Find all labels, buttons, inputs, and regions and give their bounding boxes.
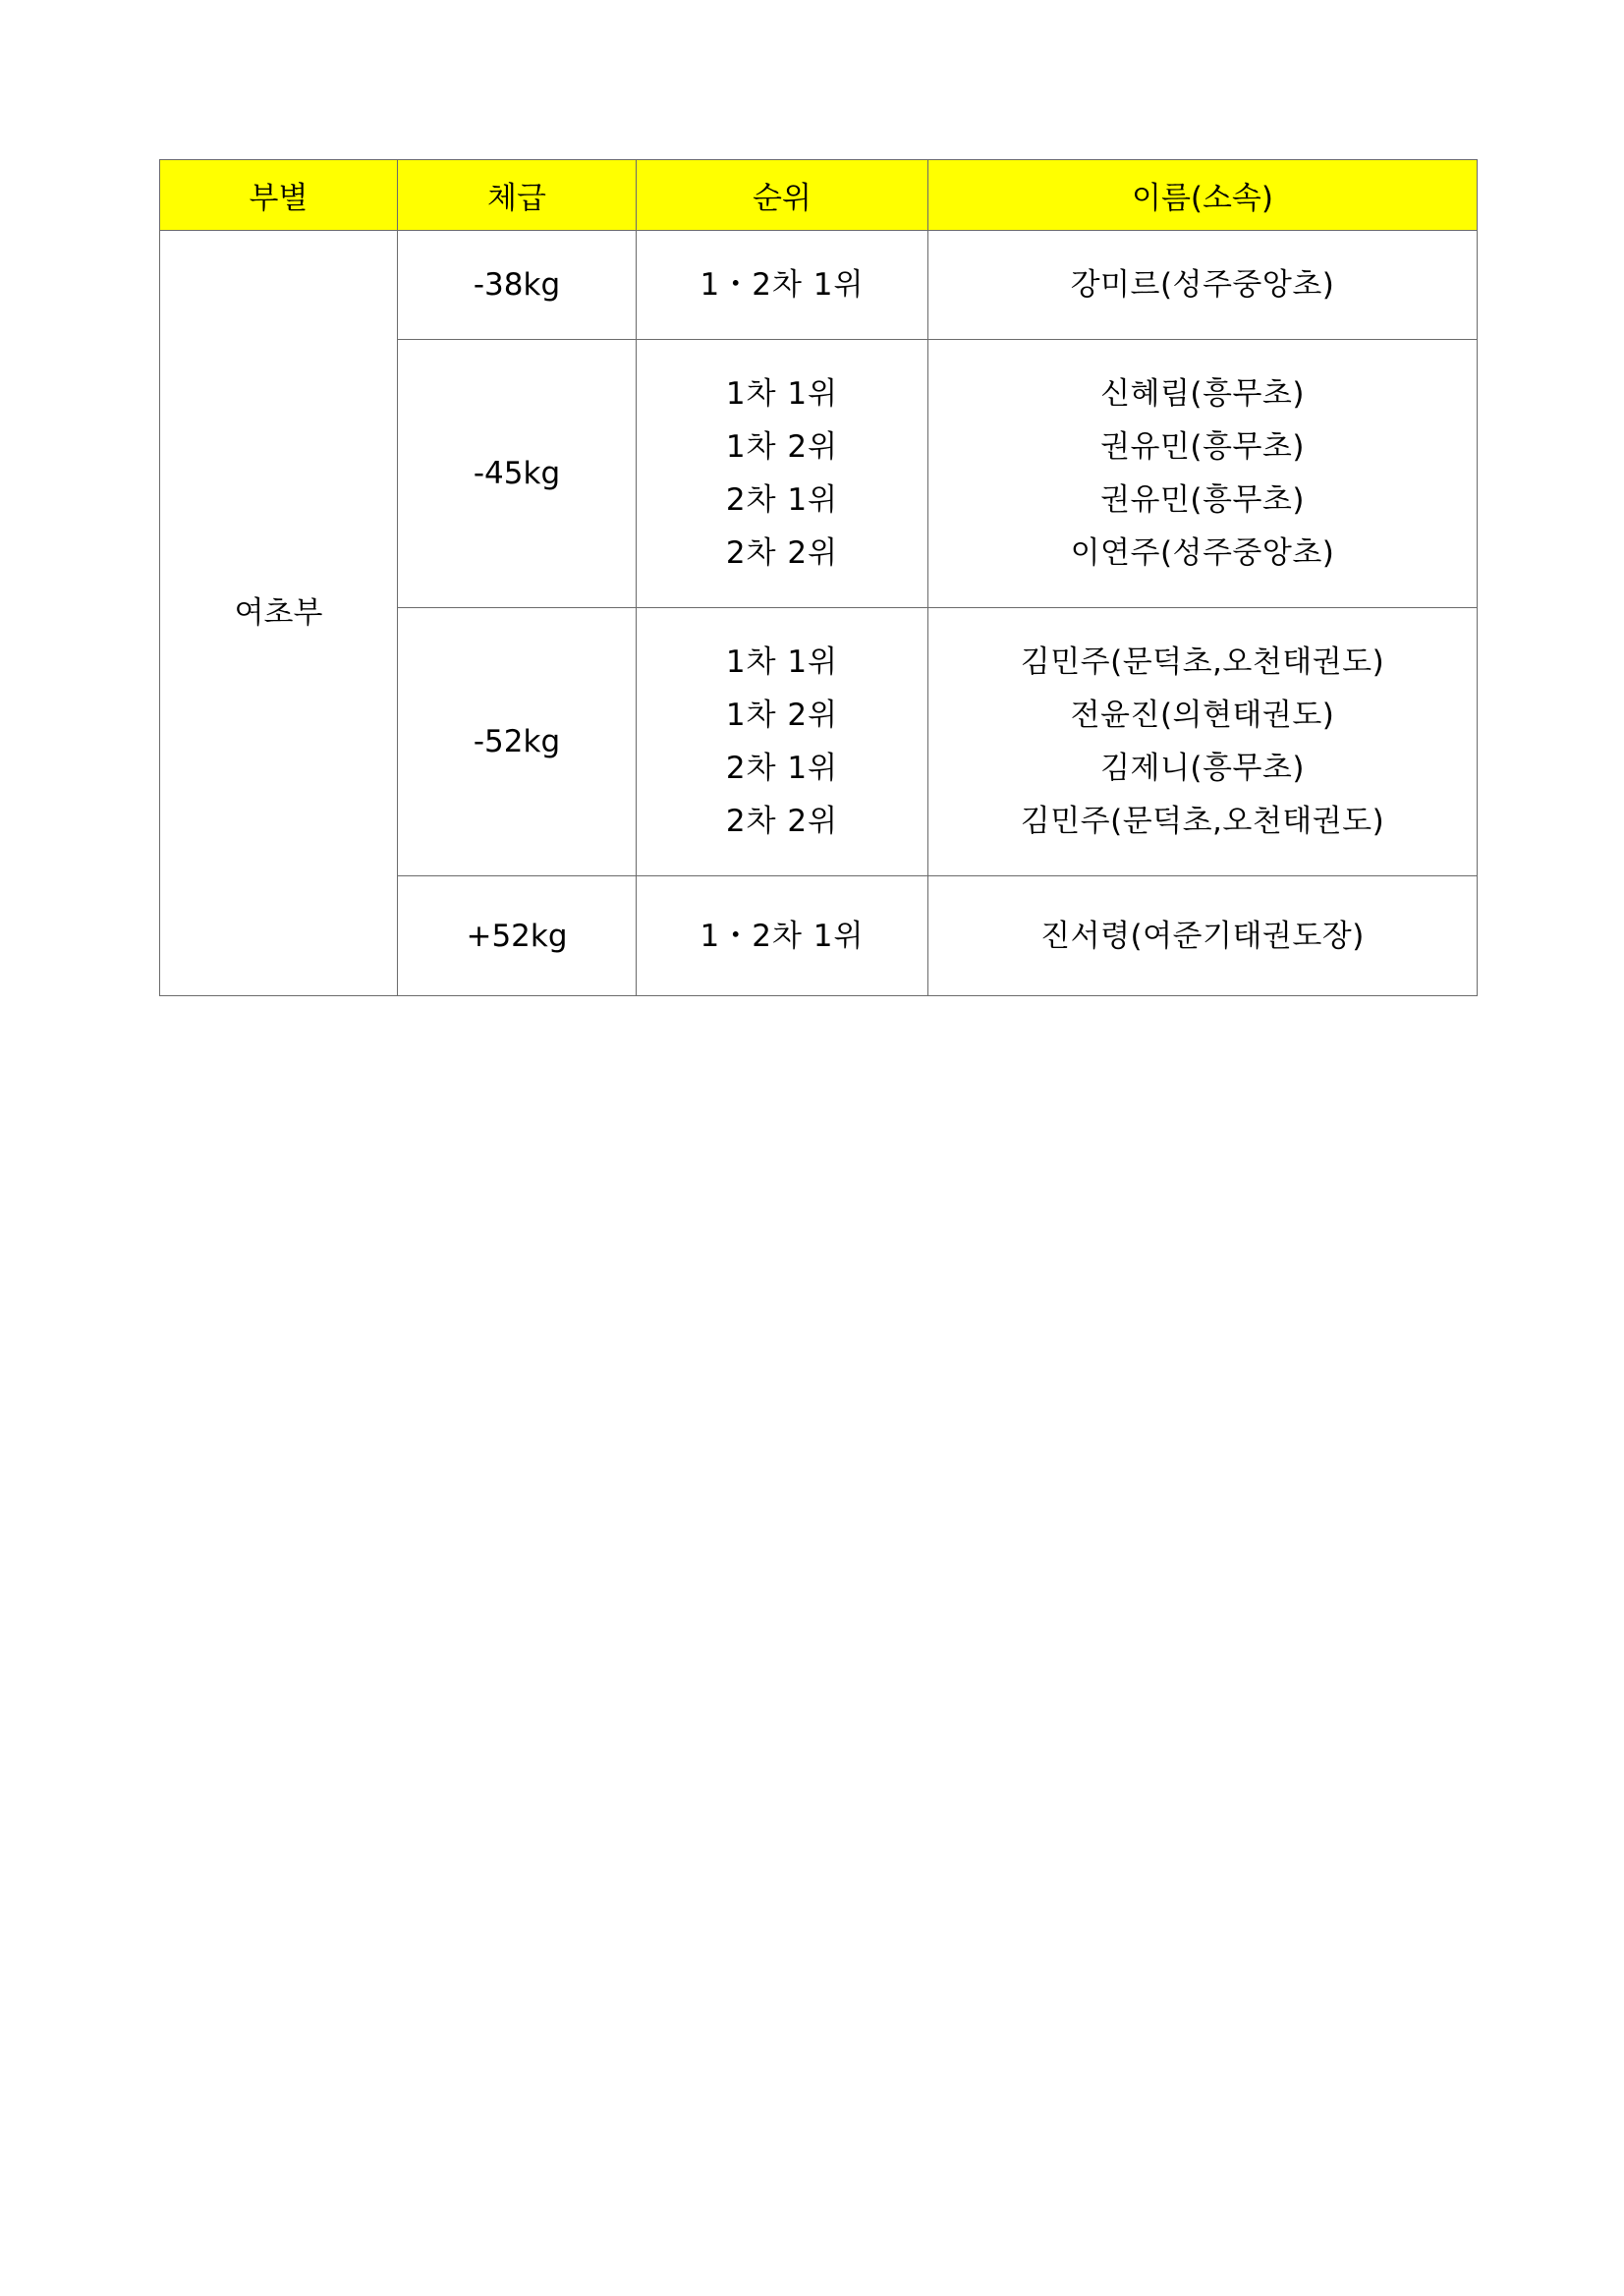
name-text: 김민주(문덕초,오천태권도) [1020,644,1385,680]
rank-text: 1차 2위 [725,698,839,733]
weight-cell: -45kg [398,340,637,608]
weight-cell: -52kg [398,608,637,876]
rank-cell [637,876,928,996]
header-row [160,160,1478,231]
name-text: 진서령(여준기태권도장) [1040,918,1365,954]
name-text: 이연주(성주중앙초) [1070,535,1335,571]
name-text: 신혜림(흥무초) [1100,376,1305,412]
name-text: 김민주(문덕초,오천태권도) [1020,804,1385,839]
results-table [159,159,1478,996]
rank-cell [637,231,928,340]
name-text: 김제니(흥무초) [1100,751,1305,786]
header-division: 부별 [160,160,398,231]
division-cell [160,231,398,996]
header-rank: 순위 [637,160,928,231]
rank-text: 1・2차 1위 [700,267,865,303]
rank-text: 1차 1위 [725,376,839,412]
rank-text: 2차 1위 [725,482,839,518]
name-cell [928,231,1478,340]
rank-text: 1・2차 1위 [700,918,865,954]
header-weight: 체급 [398,160,637,231]
name-text: 권유민(흥무초) [1100,482,1305,518]
rank-text: 1차 1위 [725,644,839,680]
weight-cell: -38kg [398,231,637,340]
name-text: 권유민(흥무초) [1100,429,1305,465]
name-text: 전윤진(의현태권도) [1070,698,1335,733]
rank-cell [637,608,928,876]
division-label: 여초부 [234,595,323,631]
name-cell [928,876,1478,996]
name-cell [928,340,1478,608]
rank-text: 1차 2위 [725,429,839,465]
rank-text: 2차 1위 [725,751,839,786]
name-text: 강미르(성주중앙초) [1070,267,1335,303]
rank-text: 2차 2위 [725,535,839,571]
weight-cell: +52kg [398,876,637,996]
header-name: 이름(소속) [928,160,1478,231]
rank-text: 2차 2위 [725,804,839,839]
name-cell [928,608,1478,876]
table-row [160,231,1478,340]
rank-cell [637,340,928,608]
